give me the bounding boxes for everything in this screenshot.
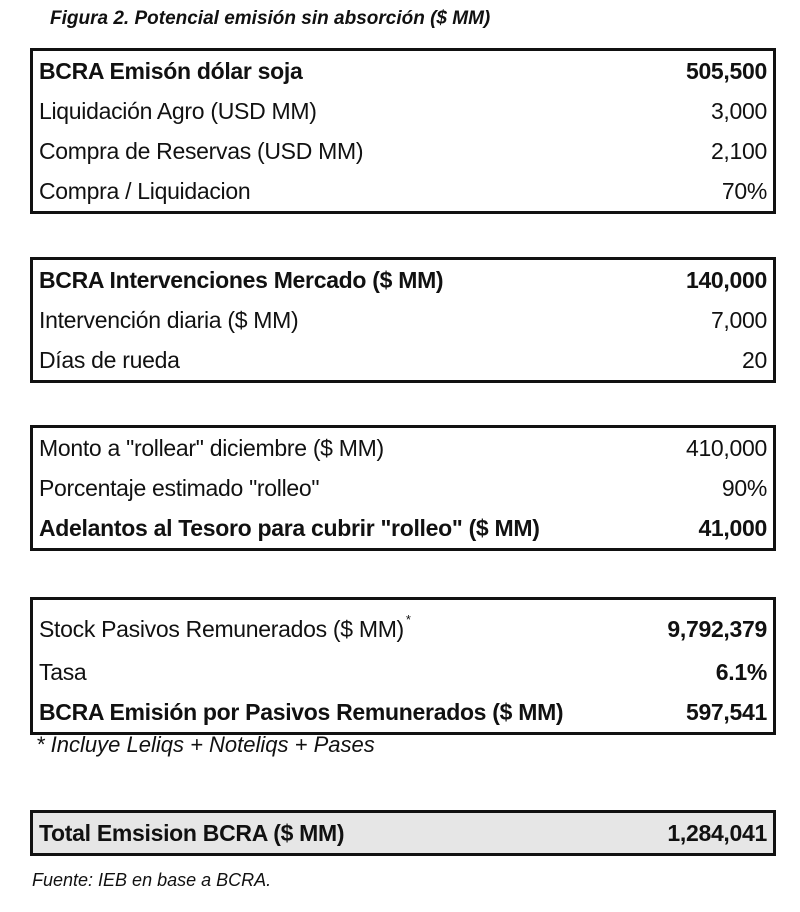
row-value: 505,500 <box>685 57 767 84</box>
table-row <box>33 428 773 468</box>
table-row <box>33 692 773 732</box>
table-row <box>33 468 773 508</box>
row-label-text: Stock Pasivos Remunerados ($ MM) <box>39 615 404 642</box>
table-row <box>33 131 773 171</box>
row-label <box>39 611 411 643</box>
row-label: Adelantos al Tesoro para cubrir "rolleo" ($ MM) <box>39 514 540 541</box>
total-label: Total Emsision BCRA ($ MM) <box>39 819 345 846</box>
row-label: Compra / Liquidacion <box>39 177 251 204</box>
footnote-marker: * <box>405 611 411 627</box>
row-label: Liquidación Agro (USD MM) <box>39 97 317 124</box>
row-label: BCRA Intervenciones Mercado ($ MM) <box>39 266 444 293</box>
row-value: 3,000 <box>710 97 767 124</box>
row-label: Tasa <box>39 658 87 685</box>
table-row <box>33 260 773 300</box>
row-value: 597,541 <box>685 698 767 725</box>
row-value: 90% <box>721 474 767 501</box>
row-label: Compra de Reservas (USD MM) <box>39 137 364 164</box>
row-value: 410,000 <box>685 434 767 461</box>
row-value: 140,000 <box>685 266 767 293</box>
row-value: 7,000 <box>710 306 767 333</box>
total-row <box>33 813 773 853</box>
row-value: 41,000 <box>698 514 767 541</box>
source-note: Fuente: IEB en base a BCRA. <box>32 870 272 890</box>
section-pasivos <box>30 597 776 735</box>
row-value: 70% <box>721 177 767 204</box>
row-label: Monto a "rollear" diciembre ($ MM) <box>39 434 384 461</box>
row-value: 6.1% <box>715 658 767 685</box>
table-row <box>33 91 773 131</box>
row-value: 20 <box>742 346 767 373</box>
row-label: BCRA Emisón dólar soja <box>39 57 303 84</box>
row-label: Días de rueda <box>39 346 180 373</box>
table-row <box>33 300 773 340</box>
row-label: BCRA Emisión por Pasivos Remunerados ($ MM) <box>39 698 564 725</box>
section-total <box>30 810 776 856</box>
row-label: Porcentaje estimado "rolleo" <box>39 474 320 501</box>
section-soja <box>30 48 776 214</box>
section-rolleo <box>30 425 776 551</box>
table-row <box>33 51 773 91</box>
footnote: * Incluye Leliqs + Noteliqs + Pases <box>36 732 375 757</box>
section-intervenciones <box>30 257 776 383</box>
table-row <box>33 171 773 211</box>
row-label: Intervención diaria ($ MM) <box>39 306 299 333</box>
figure-title: Figura 2. Potencial emisión sin absorción ($ MM) <box>50 8 491 29</box>
table-row <box>33 652 773 692</box>
total-value: 1,284,041 <box>667 819 767 846</box>
row-value: 9,792,379 <box>667 615 767 642</box>
table-row <box>33 600 773 652</box>
table-row <box>33 340 773 380</box>
table-row <box>33 508 773 548</box>
row-value: 2,100 <box>710 137 767 164</box>
